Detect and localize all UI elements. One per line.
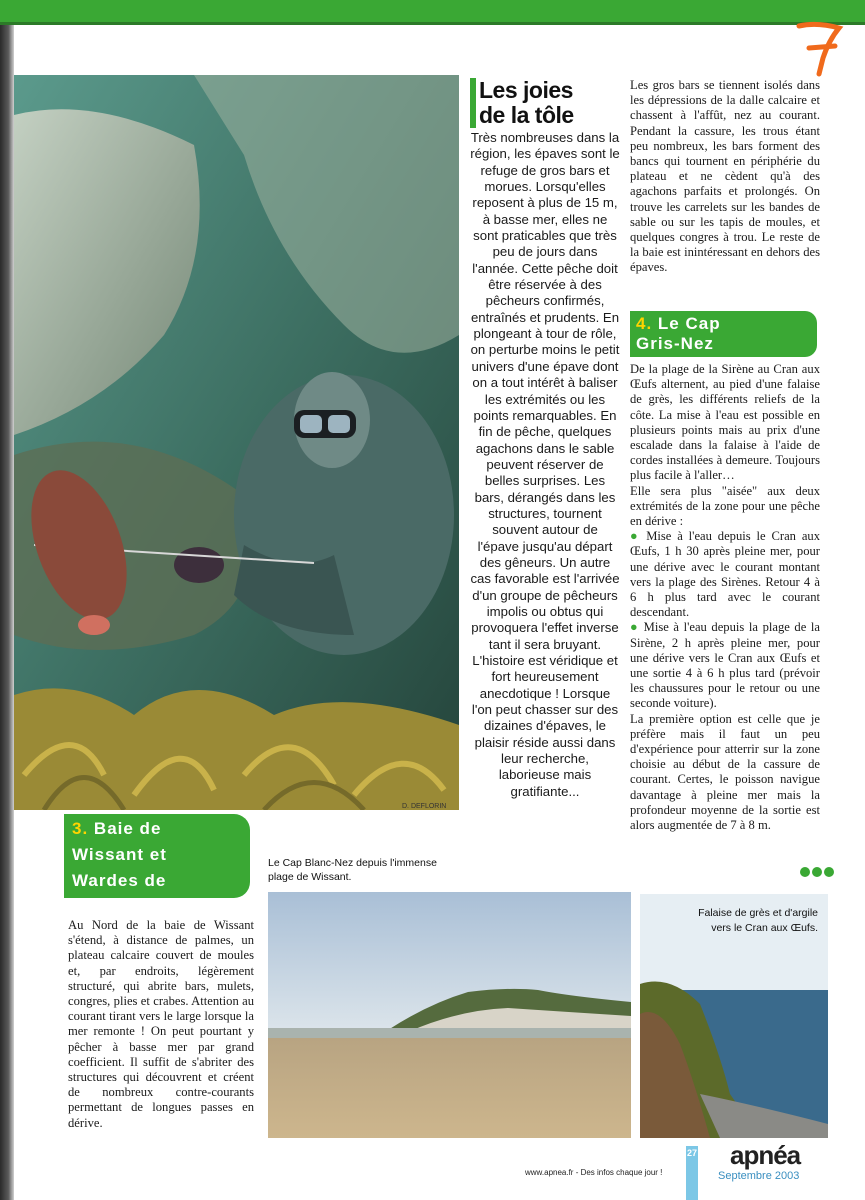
bullet-icon: ● [630, 529, 641, 544]
section-heading-baie-de-wissant [64, 814, 250, 916]
heading-line-4: Saint Pô [72, 897, 149, 916]
bars-paragraph: Les gros bars se tiennent isolés dans les dépressions de la dalle calcaire et chassent à l'affût, nez au courant. Pendant la cassure, les trous étant peu nombreux, les bars forment des bancs qui tournent en périphérie du plateau et ne cèdent qu'à des agachons parfaits et prolongés. On trouve les carrelets sur les bandes de sable ou sur les tapis de moules, et quelques congres à trou. Le reste de la baie est inintéressant en dehors des épaves. [630, 78, 820, 275]
heading-line-2: de la tôle [479, 102, 574, 128]
heading-line-2: Gris-Nez [636, 334, 714, 353]
article-column-right [630, 78, 820, 276]
section-heading-cap-gris-nez [630, 311, 817, 357]
bullet-item [630, 620, 820, 711]
heading-line-2: Wissant et [72, 845, 167, 864]
article-column-wissant [68, 918, 254, 1131]
section-heading-joies [470, 78, 620, 128]
underwater-diver-photo [14, 75, 459, 810]
paragraph: Elle sera plus "aisée" aux deux extrémités de la zone pour une pêche en dérive : [630, 483, 820, 529]
article-column-joies [470, 78, 620, 800]
bullet-text: Mise à l'eau depuis le Cran aux Œufs, 1 h 30 après pleine mer, pour une dérive avec le courant montant vers la plage des Sirènes. Retour 4 à 6 h plus tard avec le courant descendant. [630, 529, 820, 620]
cap-blanc-nez-photo [268, 892, 631, 1138]
handwritten-page-mark [795, 18, 850, 78]
section-number: 3. [72, 819, 89, 838]
bullet-item [630, 529, 820, 620]
joies-body-text: Très nombreuses dans la région, les épaves sont le refuge de gros bars et morues. Lorsqu'elles reposent à plus de 15 m, à basse mer, elles ne sont praticables que très peu de jours dans l'année. Cette pêche doit être réservée à des pêcheurs confirmés, entraînés et prudents. En plongeant à tour de rôle, on perturbe moins le petit univers d'une épave dont on a tout intérêt à baliser les extrémités ou les points remarquables. En fin de pêche, quelques agachons dans le sable peuvent réserver de belles surprises. Les bars, dérangés dans les structures, tournent souvent autour de l'épave jusqu'au départ des gêneurs. Un autre cas favorable est l'arrivée d'un groupe de pêcheurs impolis ou obtus qui provoquera l'effet inverse tant il sera bruyant. L'histoire est véridique et fort heureusement anecdotique ! Lorsque l'on peut chasser sur des dizaines d'épaves, le plaisir réside aussi dans leur recherche, laborieuse mais gratifiante... [470, 130, 620, 799]
heading-line-3: Wardes de [72, 871, 167, 890]
section-number: 4. [636, 314, 653, 333]
wissant-body-text: Au Nord de la baie de Wissant s'étend, à distance de palmes, un plateau calcaire couvert de moules et, par endroits, légèrement structuré, qui abrite bars, mulets, congres, plies et crabes. Attention au courant tirant vers le large lorsque la mer remonte ! On peut pourtant y pêcher à basse mer par grand coefficient. Il suffit de s'abriter des structures qui découvrent et créent de nombreux contre-courants permettant de longues passes en dérive. [68, 918, 254, 1130]
bullet-text: Mise à l'eau depuis la plage de la Sirène, 2 h après pleine mer, pour une dérive vers le Cran aux Œufs et une sortie 4 à 6 h plus tard (prévoir les chaussures pour le retour ou une seconde voiture). [630, 620, 820, 711]
magazine-logo: apnéa [730, 1140, 801, 1170]
paragraph: La première option est celle que je préfère mais il faut un peu d'expérience pour atterrir sur la zone choisie au début de la cassure de courant. Certes, le poisson navigue davantage à pleine mer mais la profondeur moyenne de la sortie est alors augmentée de 7 à 8 m. [630, 711, 820, 833]
falaise-photo-caption: Falaise de grès et d'argile vers le Cran aux Œufs. [698, 907, 818, 934]
top-color-bar [0, 0, 865, 22]
issue-date: Septembre 2003 [718, 1170, 800, 1182]
photo-credit: D. DEFLORIN [402, 803, 447, 810]
bullet-icon: ● [630, 620, 640, 635]
continued-dots-icon [800, 864, 836, 882]
footer-url: www.apnea.fr - Des infos chaque jour ! [525, 1168, 663, 1177]
heading-line-1: Baie de [93, 819, 162, 838]
page-number: 27 [686, 1146, 698, 1200]
top-color-bar-shadow [0, 22, 865, 25]
heading-line-1: Le Cap [657, 314, 721, 333]
heading-line-1: Les joies [479, 77, 573, 103]
beach-photo-caption: Le Cap Blanc-Nez depuis l'immense plage de Wissant. [268, 857, 437, 883]
paragraph: De la plage de la Sirène au Cran aux Œufs alternent, au pied d'une falaise de grès, les différents reliefs de la côte. La mise à l'eau est possible en plusieurs points mais au prix d'une escalade dans la falaise à l'aide de cordes installées à demeure. Toujours plus facile à l'aller… [630, 362, 820, 483]
page-binding-edge [0, 0, 14, 1200]
cap-gris-nez-text [630, 362, 820, 833]
